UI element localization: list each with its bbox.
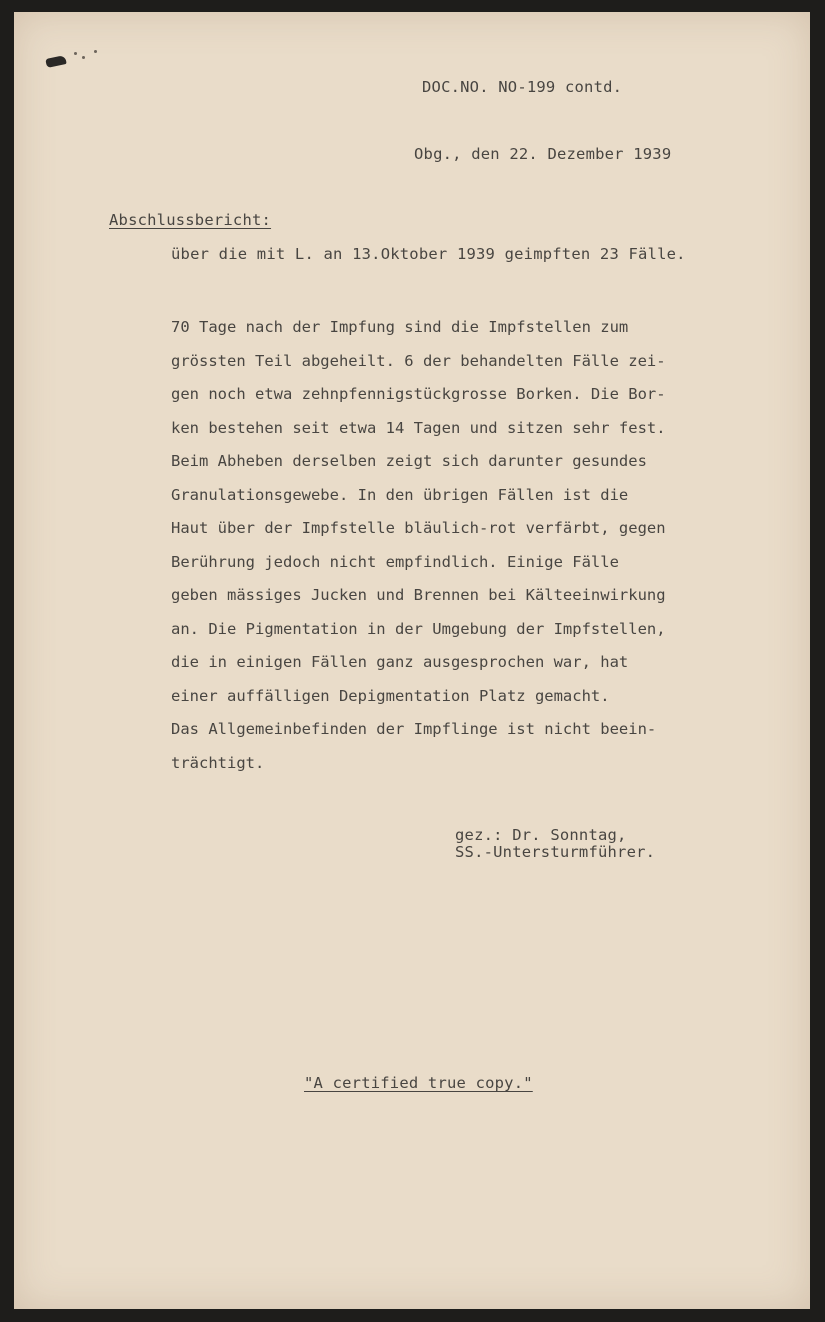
document-number: DOC.NO. NO-199 contd. — [422, 78, 623, 96]
report-body — [171, 311, 666, 780]
body-line: gen noch etwa zehnpfennigstückgrosse Borken. Die Bor- — [171, 385, 666, 403]
body-line: Berührung jedoch nicht empfindlich. Einige Fälle — [171, 552, 619, 571]
body-line: grössten Teil abgeheilt. 6 der behandelten Fälle zei- — [171, 351, 666, 370]
body-line: trächtigt. — [171, 753, 265, 772]
report-subheading: über die mit L. an 13.Oktober 1939 geimpften 23 Fälle. — [171, 245, 686, 263]
ink-speck — [74, 52, 77, 55]
document-page — [14, 12, 810, 1309]
report-heading: Abschlussbericht: — [109, 211, 272, 229]
body-line: an. Die Pigmentation in der Umgebung der Impfstellen, — [171, 619, 666, 638]
signature-rank: SS.-Untersturmführer. — [455, 843, 656, 861]
body-line: ken bestehen seit etwa 14 Tagen und sitzen sehr fest. — [171, 418, 666, 437]
body-line: die in einigen Fällen ganz ausgesprochen war, hat — [171, 653, 629, 671]
body-line: Das Allgemeinbefinden der Impflinge ist nicht beein- — [171, 720, 657, 738]
date-line: Obg., den 22. Dezember 1939 — [414, 145, 672, 163]
certification-note: "A certified true copy." — [304, 1074, 533, 1092]
ink-smudge — [45, 55, 66, 68]
body-line: Beim Abheben derselben zeigt sich darunter gesundes — [171, 452, 647, 470]
ink-speck — [94, 50, 97, 53]
signature-name: gez.: Dr. Sonntag, — [455, 826, 627, 844]
body-line: Haut über der Impfstelle bläulich-rot verfärbt, gegen — [171, 519, 666, 537]
body-line: geben mässiges Jucken und Brennen bei Kälteeinwirkung — [171, 586, 666, 604]
body-line: Granulationsgewebe. In den übrigen Fällen ist die — [171, 485, 629, 504]
body-line: einer auffälligen Depigmentation Platz gemacht. — [171, 686, 610, 705]
body-line: 70 Tage nach der Impfung sind die Impfstellen zum — [171, 318, 629, 336]
ink-speck — [82, 56, 85, 59]
